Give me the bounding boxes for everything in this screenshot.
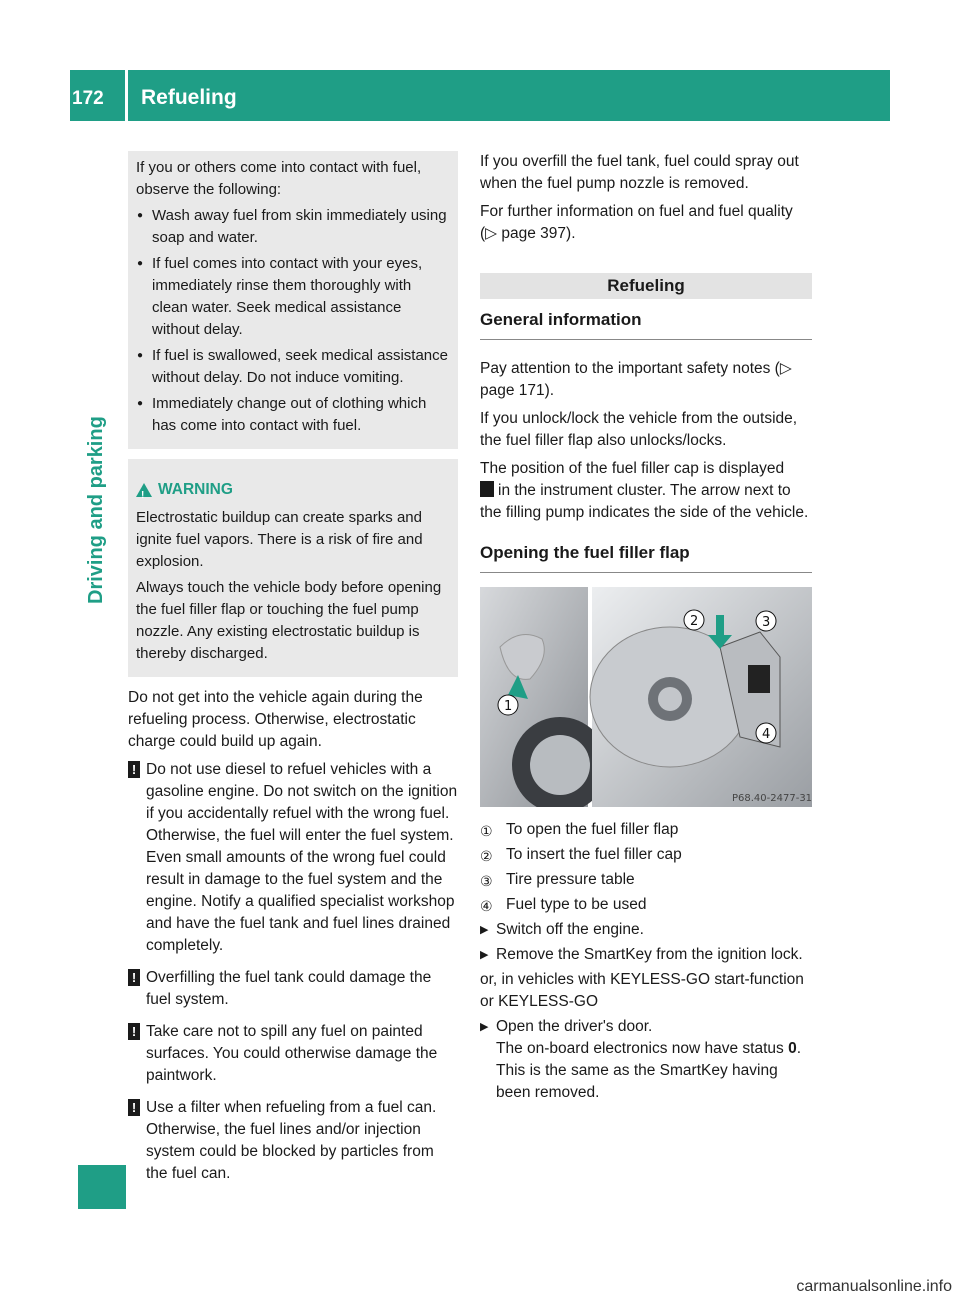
legend-number: ③ xyxy=(480,873,493,889)
legend-text: Fuel type to be used xyxy=(506,896,647,913)
note-text: Overfilling the fuel tank could damage the fuel system. xyxy=(146,969,432,1008)
body-paragraph: For further information on fuel and fuel quality (▷ page 397). xyxy=(480,203,793,242)
fuel-position-text-2: in the instrument cluster. The arrow next to the filling pump indicates the side of the vehicle. xyxy=(480,482,809,521)
step-detail-2: . This is the same as the SmartKey having been removed. xyxy=(496,1040,802,1101)
header-divider xyxy=(125,70,128,121)
legend-item xyxy=(480,894,812,916)
alternative-text: or, in vehicles with KEYLESS-GO start-function or KEYLESS-GO xyxy=(480,971,804,1010)
safety-bullet: ● If fuel is swallowed, seek medical assistance without delay. Do not induce vomiting. xyxy=(136,345,450,389)
subheading-general: General information xyxy=(480,309,812,340)
note xyxy=(128,967,458,1011)
exclamation-icon: ! xyxy=(128,1023,140,1040)
svg-text:4: 4 xyxy=(762,727,771,742)
body-paragraph: If you unlock/lock the vehicle from the outside, the fuel filler flap also unlocks/locks. xyxy=(480,410,798,449)
body-paragraph: Pay attention to the important safety notes (▷ page 171). xyxy=(480,360,792,399)
svg-text:1: 1 xyxy=(504,699,513,714)
legend-item xyxy=(480,819,812,841)
status-value: 0 xyxy=(788,1040,797,1057)
side-tab-block xyxy=(78,1165,126,1209)
body-paragraph: Do not get into the vehicle again during the refueling process. Otherwise, electrostatic charge could build up again. xyxy=(128,689,423,750)
step: ▶ Remove the SmartKey from the ignition lock. xyxy=(480,944,812,966)
side-tab-label: Driving and parking xyxy=(85,416,107,604)
safety-box-intro: If you or others come into contact with fuel, observe the following: xyxy=(136,159,422,198)
warning-title: WARNING xyxy=(158,481,233,498)
left-column xyxy=(128,151,458,1195)
fuel-position-text: The position of the fuel filler cap is displayed xyxy=(480,460,785,477)
warning-box xyxy=(128,459,458,677)
legend-number: ① xyxy=(480,823,493,839)
exclamation-icon: ! xyxy=(128,761,140,778)
section-title: Refueling xyxy=(480,273,812,299)
exclamation-icon: ! xyxy=(128,969,140,986)
safety-box xyxy=(128,151,458,449)
legend-item xyxy=(480,844,812,866)
legend-item xyxy=(480,869,812,891)
step: ▶ Switch off the engine. xyxy=(480,919,812,941)
figure-code: P68.40-2477-31 xyxy=(732,793,812,804)
svg-text:3: 3 xyxy=(762,615,771,630)
body-paragraph xyxy=(480,458,812,524)
exclamation-icon: ! xyxy=(128,1099,140,1116)
svg-text:2: 2 xyxy=(690,614,699,629)
legend-text: Tire pressure table xyxy=(506,871,635,888)
note-text: Use a filter when refueling from a fuel can. Otherwise, the fuel lines and/or injection system could be blocked by particles from the fuel can. xyxy=(146,1099,437,1182)
note xyxy=(128,1021,458,1087)
note xyxy=(128,759,458,957)
safety-bullet: ● Immediately change out of clothing which has come into contact with fuel. xyxy=(136,393,450,437)
fuel-flap-figure xyxy=(480,587,812,807)
watermark: carmanualsonline.info xyxy=(796,1278,952,1295)
body-paragraph: If you overfill the fuel tank, fuel could spray out when the fuel pump nozzle is removed. xyxy=(480,153,799,192)
safety-bullet: ● If fuel comes into contact with your eyes, immediately rinse them thoroughly with clean water. Seek medical assistance without delay. xyxy=(136,253,450,341)
legend-number: ② xyxy=(480,848,493,864)
warning-heading xyxy=(136,479,450,501)
note-text: Do not use diesel to refuel vehicles with a gasoline engine. Do not switch on the ignition if you accidentally refuel with the wrong fuel. Otherwise, the fuel will enter the fuel system. Even small amounts of the wrong fuel could result in damage to the fuel system and the engine. Notify a qualified specialist workshop and have the fuel tank and fuel lines drained completely. xyxy=(146,761,458,954)
step-text: Open the driver's door. xyxy=(496,1018,653,1035)
warning-text: Electrostatic buildup can create sparks and ignite fuel vapors. There is a risk of fire and explosion. xyxy=(136,509,423,570)
fuel-pump-icon xyxy=(480,481,494,497)
fuel-flap-illustration xyxy=(480,587,812,807)
subheading-opening-flap: Opening the fuel filler flap xyxy=(480,542,812,573)
step-detail: The on-board electronics now have status xyxy=(496,1040,784,1057)
safety-bullet: ● Wash away fuel from skin immediately using soap and water. xyxy=(136,205,450,249)
right-column xyxy=(480,151,812,1107)
step xyxy=(480,1016,812,1104)
warning-text: Always touch the vehicle body before opening the fuel filler flap or touching the fuel pump nozzle. Any existing electrostatic buildup is thereby discharged. xyxy=(136,579,442,662)
page-number: 172 xyxy=(72,88,104,109)
chapter-title: Refueling xyxy=(141,86,237,109)
legend-text: To insert the fuel filler cap xyxy=(506,846,682,863)
legend-number: ④ xyxy=(480,898,493,914)
note xyxy=(128,1097,458,1185)
note-text: Take care not to spill any fuel on painted surfaces. You could otherwise damage the paintwork. xyxy=(146,1023,438,1084)
warning-triangle-icon xyxy=(136,483,152,497)
legend-text: To open the fuel filler flap xyxy=(506,821,679,838)
